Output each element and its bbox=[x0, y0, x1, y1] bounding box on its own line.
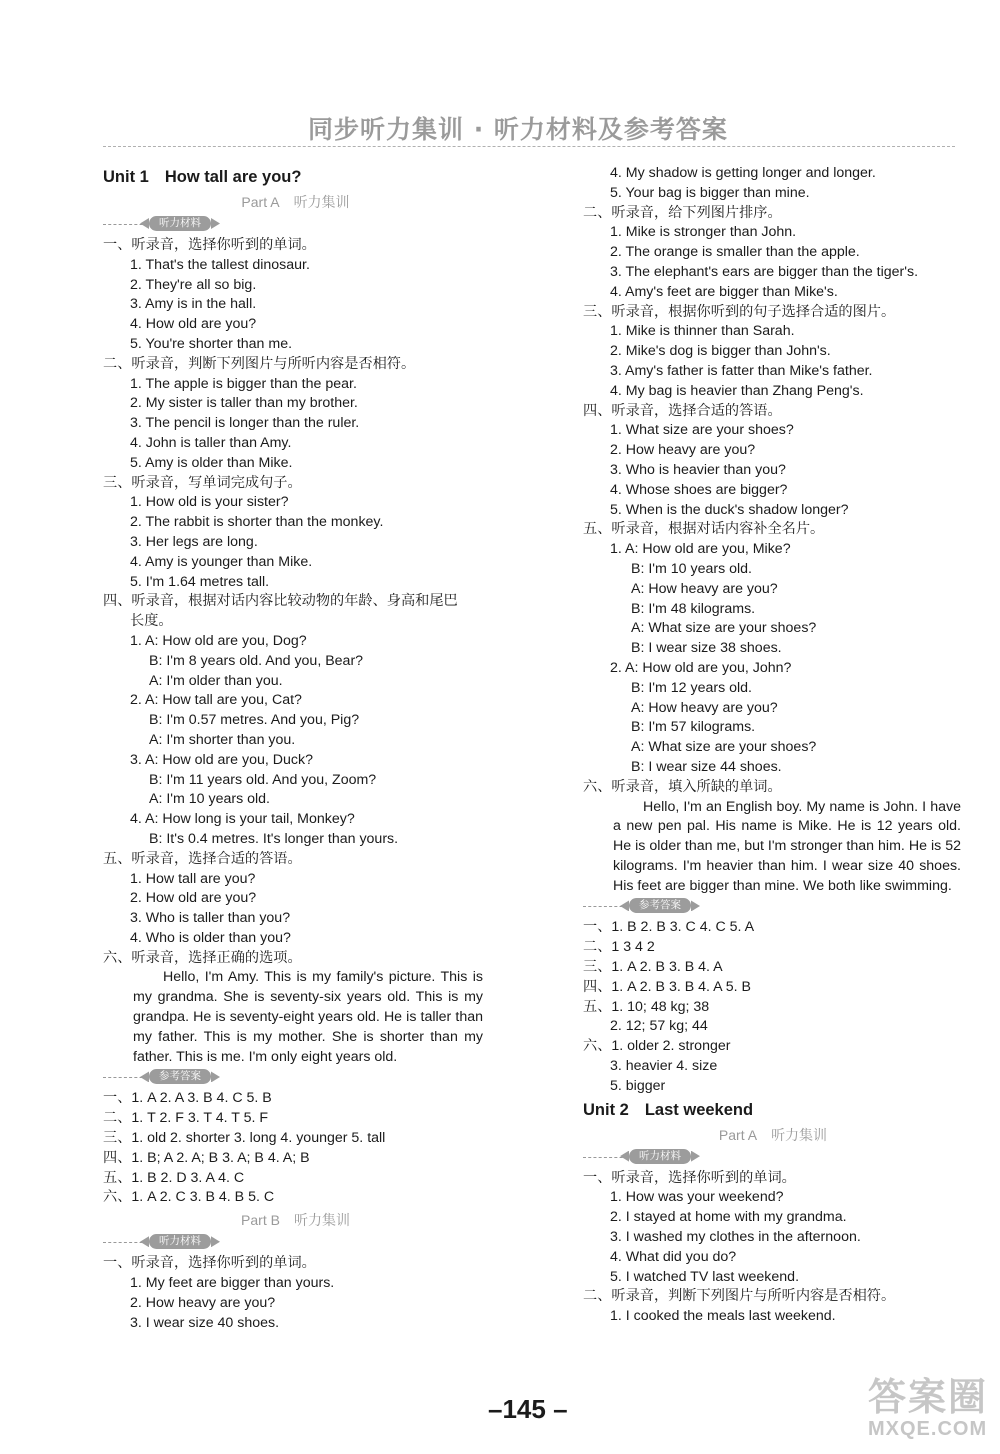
watermark-logo-text: 答案圈 bbox=[868, 1377, 989, 1419]
tag-pill: 听力材料 bbox=[149, 216, 211, 231]
section-tag bbox=[583, 896, 963, 918]
exercise-line: 3. Who is taller than you? bbox=[130, 910, 291, 927]
exercise-line: 2. I stayed at home with my grandma. bbox=[610, 1209, 847, 1226]
dialogue-line: 1. A: How old are you, Mike? bbox=[610, 541, 791, 558]
dialogue-line: A: What size are your shoes? bbox=[631, 739, 817, 756]
exercise-heading: 六、听录音，填入所缺的单词。 bbox=[583, 778, 782, 795]
answer-line: 五、1. 10; 48 kg; 38 bbox=[583, 998, 710, 1015]
part-heading bbox=[103, 1208, 488, 1232]
dialogue-line: 3. A: How old are you, Duck? bbox=[130, 751, 313, 768]
section-tag bbox=[103, 214, 488, 236]
answer-line: 5. bigger bbox=[610, 1077, 666, 1094]
exercise-line: 4. Whose shoes are bigger? bbox=[610, 481, 788, 498]
answer-line: 一、1. B 2. B 3. C 4. C 5. A bbox=[583, 919, 755, 936]
dialogue-line: 1. A: How old are you, Dog? bbox=[130, 632, 307, 649]
dialogue-line: 2. A: How old are you, John? bbox=[610, 659, 792, 676]
section-tag bbox=[103, 1232, 488, 1254]
exercise-heading: 二、听录音，判断下列图片与所听内容是否相符。 bbox=[103, 355, 416, 372]
part-subtitle: 听力集训 bbox=[771, 1126, 828, 1143]
exercise-line: 2. Mike's dog is bigger than John's. bbox=[610, 343, 831, 360]
answer-line: 四、1. A 2. B 3. B 4. A 5. B bbox=[583, 978, 751, 995]
part-heading bbox=[103, 190, 488, 214]
exercise-line: 5. I watched TV last weekend. bbox=[610, 1268, 800, 1285]
exercise-line: 5. I'm 1.64 metres tall. bbox=[130, 573, 270, 590]
unit-heading bbox=[583, 1097, 963, 1123]
exercise-heading: 五、听录音，选择合适的答语。 bbox=[103, 850, 302, 867]
watermark-url: MXQE.COM bbox=[868, 1418, 988, 1440]
tag-pill: 参考答案 bbox=[149, 1069, 211, 1084]
answer-line: 三、1. A 2. B 3. B 4. A bbox=[583, 959, 723, 976]
exercise-line: 2. How heavy are you? bbox=[610, 442, 756, 459]
dialogue-line: B: It's 0.4 metres. It's longer than yours. bbox=[149, 830, 399, 847]
tag-pill: 听力材料 bbox=[149, 1234, 211, 1249]
exercise-line: 3. Amy's father is fatter than Mike's father. bbox=[610, 362, 873, 379]
exercise-line: 1. The apple is bigger than the pear. bbox=[130, 375, 357, 392]
answer-line: 二、1 3 4 2 bbox=[583, 939, 655, 956]
exercise-heading: 一、听录音，选择你听到的单词。 bbox=[103, 1255, 316, 1272]
part-label: Part A bbox=[241, 194, 280, 210]
tag-pill: 听力材料 bbox=[629, 1149, 691, 1164]
exercise-heading: 二、听录音，给下列图片排序。 bbox=[583, 204, 782, 221]
exercise-line: 1. What size are your shoes? bbox=[610, 422, 794, 439]
exercise-line: 4. John is taller than Amy. bbox=[130, 434, 292, 451]
exercise-heading: 一、听录音，选择你听到的单词。 bbox=[103, 237, 316, 253]
unit-title: How tall are you? bbox=[164, 168, 302, 186]
dialogue-line: 2. A: How tall are you, Cat? bbox=[130, 692, 302, 709]
exercise-line: 4. Amy's feet are bigger than Mike's. bbox=[610, 283, 838, 300]
answer-line: 二、1. T 2. F 3. T 4. T 5. F bbox=[103, 1110, 269, 1127]
dialogue-line: B: I'm 11 years old. And you, Zoom? bbox=[149, 771, 377, 788]
exercise-line: 1. I cooked the meals last weekend. bbox=[610, 1308, 836, 1325]
exercise-line: 3. The elephant's ears are bigger than the tiger's. bbox=[610, 263, 919, 280]
exercise-line: 5. You're shorter than me. bbox=[130, 335, 293, 352]
dialogue-line: A: What size are your shoes? bbox=[631, 620, 817, 637]
dialogue-line: B: I'm 10 years old. bbox=[631, 560, 752, 577]
answer-line: 一、1. A 2. A 3. B 4. C 5. B bbox=[103, 1090, 272, 1107]
exercise-heading: 六、听录音，选择正确的选项。 bbox=[103, 949, 302, 966]
part-label: Part A bbox=[718, 1126, 758, 1143]
page-number: –145 – bbox=[488, 1394, 568, 1424]
dialogue-line: A: I'm 10 years old. bbox=[149, 791, 270, 808]
answer-line: 四、1. B; A 2. A; B 3. A; B 4. A; B bbox=[103, 1149, 310, 1166]
exercise-line: 2. They're all so big. bbox=[130, 276, 257, 293]
section-tag bbox=[583, 1147, 963, 1169]
part-heading bbox=[583, 1123, 963, 1147]
exercise-line: 5. Amy is older than Mike. bbox=[130, 454, 293, 471]
exercise-heading: 四、听录音，选择合适的答语。 bbox=[583, 402, 782, 419]
exercise-line: 1. How tall are you? bbox=[130, 870, 256, 887]
tag-pill: 参考答案 bbox=[629, 898, 691, 913]
exercise-heading: 三、听录音，写单词完成句子。 bbox=[103, 474, 302, 491]
dialogue-line: B: I'm 8 years old. And you, Bear? bbox=[149, 652, 364, 669]
exercise-line: 3. I wear size 40 shoes. bbox=[130, 1314, 280, 1331]
exercise-heading-cont: 长度。 bbox=[130, 613, 173, 630]
exercise-line: 2. How old are you? bbox=[130, 890, 257, 907]
exercise-line: 3. The pencil is longer than the ruler. bbox=[130, 415, 360, 432]
dialogue-line: A: How heavy are you? bbox=[631, 699, 778, 716]
part-label: Part B bbox=[241, 1212, 280, 1229]
dialogue-line: A: How heavy are you? bbox=[631, 580, 778, 597]
exercise-heading: 四、听录音，根据对话内容比较动物的年龄、身高和尾巴 bbox=[103, 593, 458, 610]
exercise-line: 1. Mike is thinner than Sarah. bbox=[610, 323, 795, 340]
exercise-heading: 一、听录音，选择你听到的单词。 bbox=[583, 1169, 796, 1186]
unit-title: Last weekend bbox=[644, 1100, 754, 1119]
dialogue-line: A: I'm shorter than you. bbox=[149, 731, 296, 748]
dialogue-line: B: I'm 48 kilograms. bbox=[631, 600, 756, 617]
part-subtitle: 听力集训 bbox=[293, 194, 350, 210]
answer-line: 2. 12; 57 kg; 44 bbox=[610, 1018, 708, 1035]
exercise-line: 1. Mike is stronger than John. bbox=[610, 224, 797, 241]
passage bbox=[103, 968, 483, 1067]
exercise-line: 4. My bag is heavier than Zhang Peng's. bbox=[610, 382, 864, 399]
exercise-line: 2. The rabbit is shorter than the monkey. bbox=[130, 514, 384, 531]
exercise-line: 1. How was your weekend? bbox=[610, 1189, 784, 1206]
passage-first: Hello, I'm Amy. This is my family's picture. This bbox=[163, 969, 468, 986]
page-header-title: 同步听力集训 · 听力材料及参考答案 bbox=[308, 115, 728, 144]
exercise-line: 2. My sister is taller than my brother. bbox=[130, 395, 358, 412]
passage bbox=[583, 798, 961, 897]
dialogue-line: B: I'm 57 kilograms. bbox=[631, 719, 756, 736]
dialogue-line: A: I'm older than you. bbox=[149, 672, 283, 689]
exercise-line: 5. Your bag is bigger than mine. bbox=[610, 184, 810, 201]
exercise-line: 1. That's the tallest dinosaur. bbox=[130, 256, 310, 273]
exercise-line: 3. Amy is in the hall. bbox=[130, 296, 257, 313]
dialogue-line: B: I wear size 38 shoes. bbox=[631, 640, 782, 657]
dialogue-line: B: I wear size 44 shoes. bbox=[631, 758, 782, 775]
exercise-heading: 三、听录音，根据你听到的句子选择合适的图片。 bbox=[583, 303, 896, 320]
answer-line: 三、1. old 2. shorter 3. long 4. younger 5. tall bbox=[103, 1130, 386, 1147]
header-divider bbox=[103, 146, 955, 147]
exercise-line: 5. When is the duck's shadow longer? bbox=[610, 501, 849, 518]
part-subtitle: 听力集训 bbox=[293, 1212, 350, 1229]
exercise-line: 4. How old are you? bbox=[130, 316, 257, 333]
exercise-line: 3. Her legs are long. bbox=[130, 533, 258, 550]
exercise-heading: 二、听录音，判断下列图片与所听内容是否相符。 bbox=[583, 1288, 896, 1305]
exercise-line: 3. I washed my clothes in the afternoon. bbox=[610, 1229, 861, 1246]
exercise-line: 4. Amy is younger than Mike. bbox=[130, 553, 313, 570]
section-tag bbox=[103, 1067, 488, 1089]
unit-number: Unit 1 bbox=[103, 168, 149, 186]
passage-rest: is my grandma. She is seventy-six years old. This is my grandpa. He is seventy-eight years old. He is taller than my father. This is my mother. She is shorter than my father. This is me. I'm only eight years old. bbox=[133, 969, 483, 1065]
passage-first: Hello, I'm an English boy. My name is John. I bbox=[643, 798, 927, 815]
unit-number: Unit 2 bbox=[583, 1100, 629, 1119]
exercise-line: 3. Who is heavier than you? bbox=[610, 461, 786, 478]
unit-heading bbox=[103, 164, 488, 190]
exercise-heading: 五、听录音，根据对话内容补全名片。 bbox=[583, 521, 825, 538]
exercise-line: 4. Who is older than you? bbox=[130, 929, 291, 946]
passage-rest: have a new pen pal. His name is Mike. He is 12 years old. He is older than me, but I'm stronger than him. He is 52 kilograms. I'm heavier than him. I wear size 40 shoes. His feet are bigger than mine. We both like swimming. bbox=[613, 798, 961, 894]
exercise-line: 2. The orange is smaller than the apple. bbox=[610, 244, 860, 261]
exercise-line: 2. How heavy are you? bbox=[130, 1294, 276, 1311]
answer-line: 3. heavier 4. size bbox=[610, 1058, 718, 1075]
exercise-line: 4. My shadow is getting longer and longer. bbox=[610, 165, 876, 181]
dialogue-line: B: I'm 12 years old. bbox=[631, 679, 752, 696]
answer-line: 六、1. A 2. C 3. B 4. B 5. C bbox=[103, 1189, 275, 1206]
answer-line: 五、1. B 2. D 3. A 4. C bbox=[103, 1169, 245, 1186]
left-column bbox=[103, 164, 488, 1333]
exercise-line: 4. What did you do? bbox=[610, 1248, 737, 1265]
answer-line: 六、1. older 2. stronger bbox=[583, 1038, 731, 1055]
dialogue-line: B: I'm 0.57 metres. And you, Pig? bbox=[149, 712, 360, 729]
exercise-line: 1. My feet are bigger than yours. bbox=[130, 1275, 335, 1292]
right-column bbox=[583, 164, 963, 1327]
watermark-logo bbox=[868, 1378, 993, 1448]
dialogue-line: 4. A: How long is your tail, Monkey? bbox=[130, 811, 355, 828]
exercise-line: 1. How old is your sister? bbox=[130, 494, 289, 511]
